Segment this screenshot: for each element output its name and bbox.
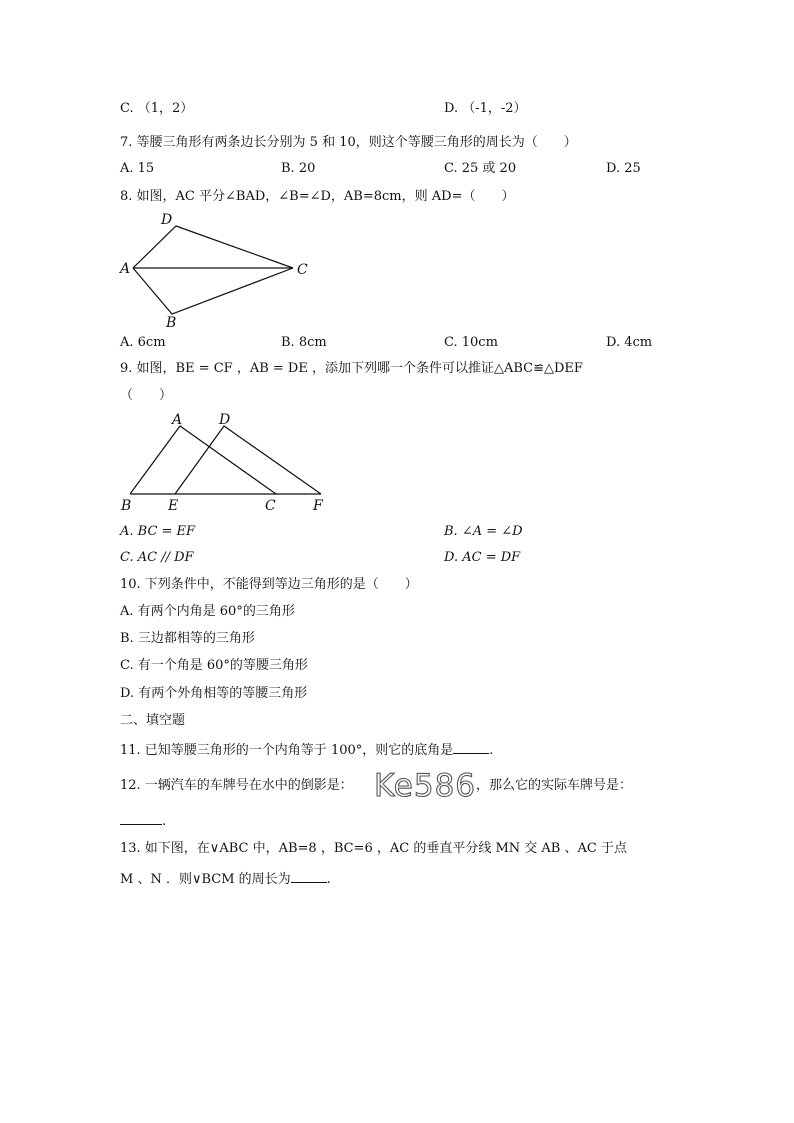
q8-label-c: C	[297, 262, 308, 278]
q13-end: .	[326, 872, 331, 887]
q13-answer-blank	[291, 870, 327, 883]
q9-label-b: B	[121, 498, 132, 514]
q6-option-d: D. （-1，-2）	[444, 101, 527, 116]
q8-label-b: B	[166, 315, 177, 331]
q13-line-1: 13. 如下图，在∨ABC 中，AB=8 ，BC=6 ，AC 的垂直平分线 MN 交 AB 、AC 于点	[120, 841, 627, 856]
q13-line-2	[120, 870, 331, 888]
q9-option-a: A. BC = EF	[120, 524, 196, 539]
q10-option-c: C. 有一个角是 60°的等腰三角形	[120, 658, 308, 673]
q9-stem: 9. 如图，BE = CF ，AB = DE ，添加下列哪一个条件可以推证△ABC≌△DEF	[120, 361, 583, 376]
q8-option-c: C. 10cm	[444, 335, 498, 350]
q9-label-a: A	[172, 412, 183, 428]
q10-stem: 10. 下列条件中，不能得到等边三角形的是（ ）	[120, 577, 418, 592]
q12-reflected-plate-image	[372, 767, 477, 805]
q7-option-d: D. 25	[606, 161, 641, 176]
q8-edge-adc	[133, 226, 293, 268]
q11-end: .	[489, 743, 494, 758]
q8-option-b: B. 8cm	[281, 335, 327, 350]
q9-triangle-abc	[130, 426, 276, 494]
q8-label-a: A	[120, 261, 131, 277]
q10-option-d: D. 有两个外角相等的等腰三角形	[120, 686, 308, 701]
q12-answer-blank	[120, 812, 162, 825]
q8-label-d: D	[161, 212, 173, 228]
q10-option-a: A. 有两个内角是 60°的三角形	[120, 604, 295, 619]
q9-label-d: D	[219, 412, 231, 428]
q6-option-c: C. （1，2）	[120, 101, 194, 116]
q10-option-b: B. 三边都相等的三角形	[120, 631, 255, 646]
q7-stem: 7. 等腰三角形有两条边长分别为 5 和 10，则这个等腰三角形的周长为（ ）	[120, 135, 577, 150]
q12-after: ，那么它的实际车牌号是：	[476, 778, 633, 793]
q8-edge-abc	[133, 268, 293, 314]
q11-stem: 11. 已知等腰三角形的一个内角等于 100°，则它的底角是	[120, 743, 454, 758]
q9-option-d: D. AC = DF	[444, 550, 521, 565]
q9-triangle-def	[175, 426, 321, 494]
q12-answer-line	[120, 812, 166, 830]
q8-quadrilateral-figure	[118, 208, 318, 332]
q9-option-c: C. AC // DF	[120, 550, 194, 565]
q9-answer-paren: （ ）	[120, 388, 173, 403]
q9-label-c: C	[265, 498, 276, 514]
q8-option-a: A. 6cm	[120, 335, 166, 350]
q7-option-b: B. 20	[281, 161, 316, 176]
q11-answer-blank	[453, 741, 489, 754]
q9-label-e: E	[168, 498, 179, 514]
q7-option-c: C. 25 或 20	[444, 161, 517, 176]
q9-label-f: F	[313, 498, 323, 514]
q7-option-a: A. 15	[120, 161, 155, 176]
q8-stem: 8. 如图，AC 平分∠BAD，∠B=∠D，AB=8cm，则 AD=（ ）	[120, 189, 515, 204]
q9-triangles-figure	[118, 410, 338, 515]
q12-stem: 12. 一辆汽车的车牌号在水中的倒影是：	[120, 778, 353, 793]
q12-end: .	[162, 814, 167, 829]
q12-plate-image-text: Ke586	[374, 768, 477, 804]
q11-line	[120, 741, 493, 759]
section-title-fill-in: 二、填空题	[120, 713, 186, 728]
q9-option-b: B. ∠A = ∠D	[444, 524, 523, 539]
q8-option-d: D. 4cm	[606, 335, 653, 350]
q13-stem-2: M 、N ．则∨BCM 的周长为	[120, 872, 291, 887]
